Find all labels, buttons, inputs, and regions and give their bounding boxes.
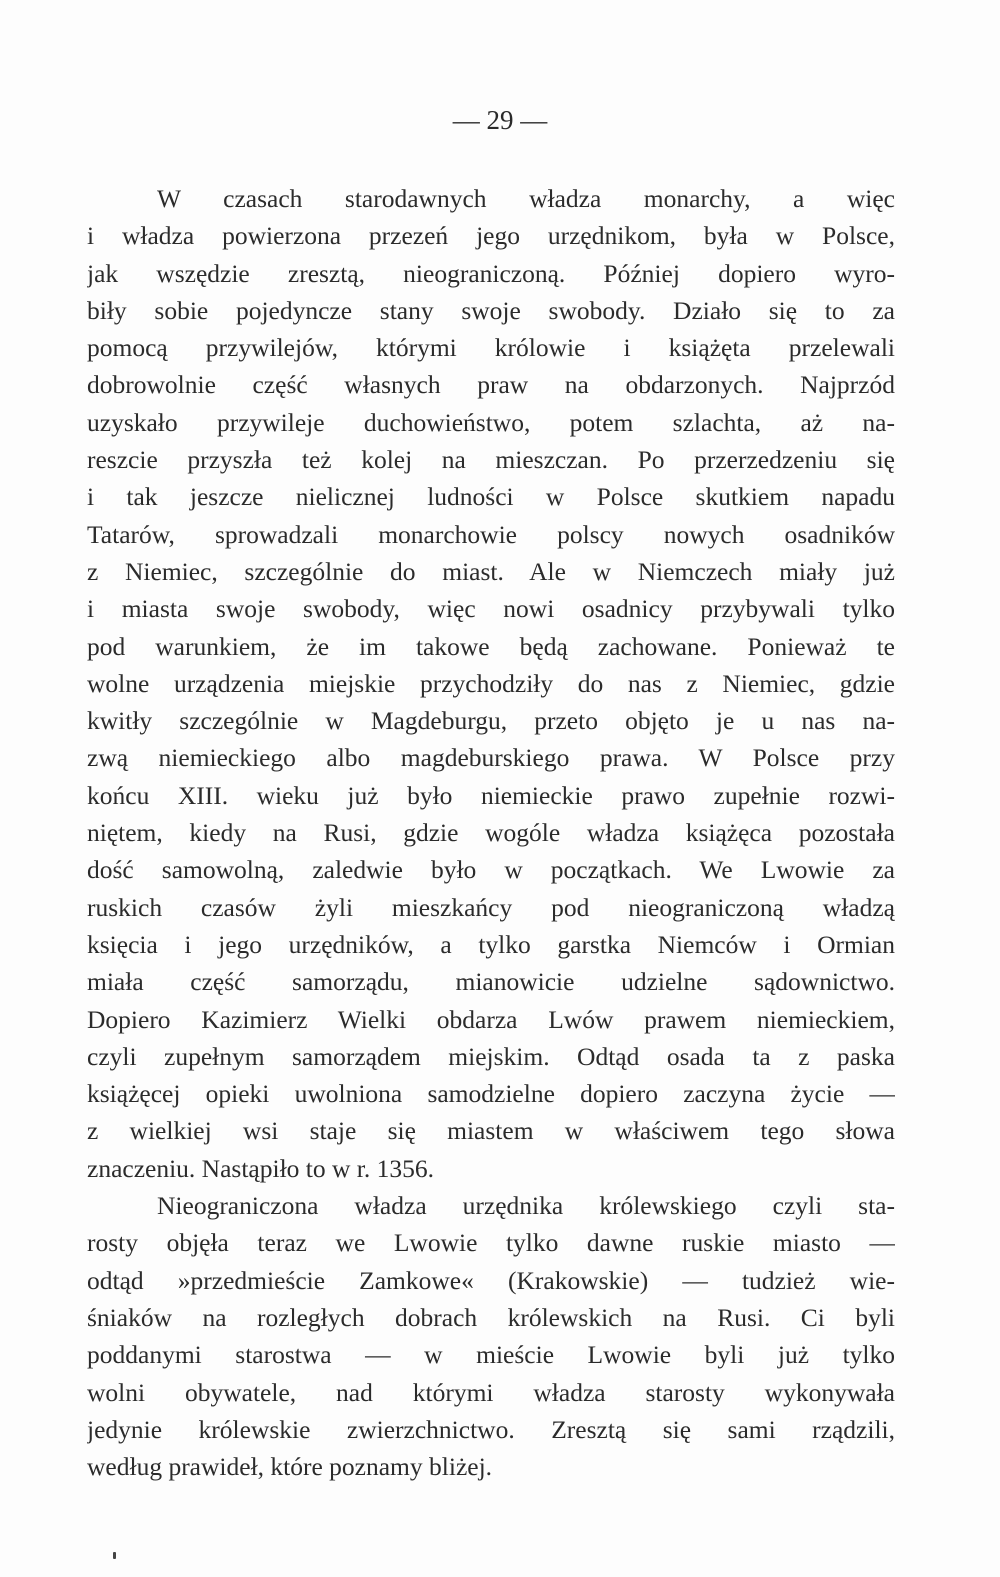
text-line: rosty objęła teraz we Lwowie tylko dawne ruskie miasto — — [87, 1228, 895, 1258]
text-line: księcia i jego urzędników, a tylko garstka Niemców i Ormian — [87, 929, 895, 959]
text-line: uzyskało przywileje duchowieństwo, potem szlachta, aż na- — [87, 407, 895, 437]
text-line: z wielkiej wsi staje się miastem w właściwem tego słowa — [87, 1116, 895, 1146]
text-line: według prawideł, które poznamy bliżej. — [87, 1452, 493, 1482]
text-line: pomocą przywilejów, którymi królowie i książęta przelewali — [87, 333, 895, 363]
text-line: śniaków na rozległych dobrach królewskich na Rusi. Ci byli — [87, 1302, 895, 1332]
paragraph-2 — [87, 1187, 895, 1485]
text-line: i miasta swoje swobody, więc nowi osadnicy przybywali tylko — [87, 594, 895, 624]
text-line: Nieograniczona władza urzędnika królewskiego czyli sta- — [157, 1191, 895, 1221]
page-number: — 29 — — [452, 105, 548, 135]
text-line: Dopiero Kazimierz Wielki obdarza Lwów prawem niemieckiem, — [87, 1004, 895, 1034]
text-line: Tatarów, sprowadzali monarchowie polscy nowych osadników — [87, 519, 895, 549]
text-line: reszcie przyszła też kolej na mieszczan. Po przerzedzeniu się — [87, 445, 895, 475]
text-line: pod warunkiem, że im takowe będą zachowane. Ponieważ te — [87, 631, 895, 661]
text-line: poddanymi starostwa — w mieście Lwowie byli już tylko — [87, 1340, 895, 1370]
text-line: znaczeniu. Nastąpiło to w r. 1356. — [87, 1153, 434, 1183]
text-line: dobrowolnie część własnych praw na obdarzonych. Najprzód — [87, 370, 895, 400]
text-line: książęcej opieki uwolniona samodzielne dopiero zaczyna życie — — [87, 1079, 895, 1109]
paragraph-1 — [87, 180, 895, 1187]
text-line: W czasach starodawnych władza monarchy, a więc — [157, 184, 895, 213]
text-line: kwitły szczególnie w Magdeburgu, przeto objęto je u nas na- — [87, 706, 895, 736]
body-text — [87, 180, 895, 1485]
text-line: niętem, kiedy na Rusi, gdzie wogóle władza książęca pozostała — [87, 818, 895, 848]
text-line: i tak jeszcze nielicznej ludności w Polsce skutkiem napadu — [87, 482, 895, 512]
text-line: wolne urządzenia miejskie przychodziły do nas z Niemiec, gdzie — [87, 668, 895, 698]
text-line: biły sobie pojedyncze stany swoje swobody. Działo się to za — [87, 295, 895, 325]
text-line: jedynie królewskie zwierzchnictwo. Zresztą się sami rządzili, — [87, 1414, 895, 1444]
ink-speck — [113, 1552, 116, 1559]
text-line: miała część samorządu, mianowicie udzielne sądownictwo. — [87, 967, 895, 997]
text-line: ruskich czasów żyli mieszkańcy pod nieograniczoną władzą — [87, 892, 895, 922]
text-line: wolni obywatele, nad którymi władza starosty wykonywała — [87, 1377, 895, 1407]
text-line: końcu XIII. wieku już było niemieckie prawo zupełnie rozwi- — [87, 780, 895, 810]
text-line: jak wszędzie zresztą, nieograniczoną. Później dopiero wyro- — [87, 258, 895, 288]
text-line: dość samowolną, zaledwie było w początkach. We Lwowie za — [87, 855, 895, 885]
text-line: i władza powierzona przezeń jego urzędnikom, była w Polsce, — [87, 221, 895, 251]
text-line: czyli zupełnym samorządem miejskim. Odtąd osada ta z paska — [87, 1041, 895, 1071]
text-line: zwą niemieckiego albo magdeburskiego prawa. W Polsce przy — [87, 743, 895, 773]
text-line: odtąd »przedmieście Zamkowe« (Krakowskie) — tudzież wie- — [87, 1265, 895, 1295]
text-line: z Niemiec, szczególnie do miast. Ale w Niemczech miały już — [87, 556, 895, 586]
